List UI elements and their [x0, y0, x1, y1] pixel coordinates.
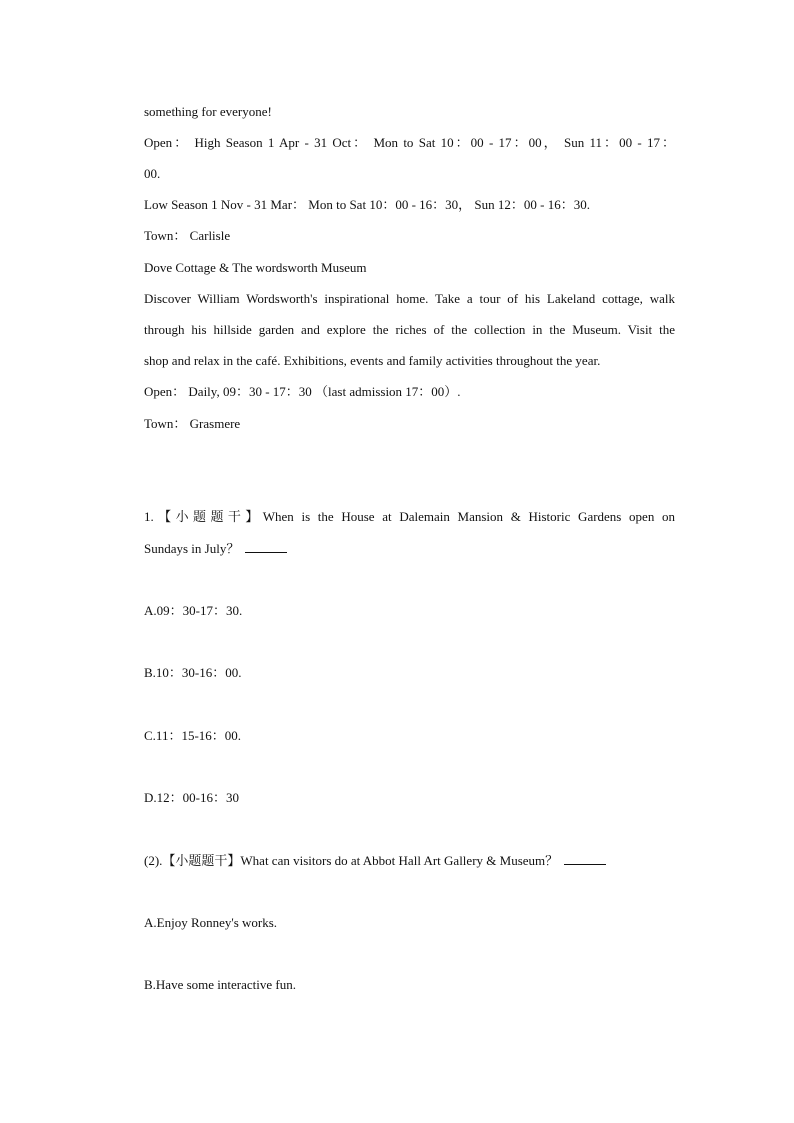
- castle-open-low-season: Low Season 1 Nov - 31 Mar： Mon to Sat 10：00 - 16：30， Sun 12：00 - 16：30.: [144, 197, 590, 212]
- question-1-answer-blank: [245, 540, 287, 553]
- question-1-stem-line-1: 1.【小题题干】When is the House at Dalemain Mansion & Historic Gardens open on: [144, 509, 675, 524]
- question-1-stem-line-2: [144, 540, 287, 557]
- question-1-option-c: C.11：15-16：00.: [144, 728, 242, 743]
- question-2-answer-blank: [564, 852, 606, 865]
- question-2-option-b: B.Have some interactive fun.: [144, 977, 296, 992]
- dove-cottage-title: Dove Cottage & The wordsworth Museum: [144, 260, 367, 275]
- question-1-option-d: D.12：00-16：30: [144, 790, 239, 805]
- dove-description-line-3: shop and relax in the café. Exhibitions, events and family activities throughout the year.: [144, 353, 601, 368]
- question-2-option-a: A.Enjoy Ronney's works.: [144, 915, 278, 930]
- castle-open-high-season-cont: 00.: [144, 166, 161, 181]
- castle-open-high-season: Open： High Season 1 Apr - 31 Oct： Mon to Sat 10：00 - 17：00， Sun 11：00 - 17：: [144, 135, 675, 150]
- dove-open-hours: Open： Daily, 09：30 - 17：30 （last admission 17：00）.: [144, 384, 461, 399]
- dove-town: Town： Grasmere: [144, 416, 241, 431]
- question-1-stem-text: Sundays in July？: [144, 541, 240, 556]
- dove-description-line-2: through his hillside garden and explore the riches of the collection in the Museum. Visit the: [144, 322, 675, 337]
- question-2-stem-text: (2).【小题题干】What can visitors do at Abbot Hall Art Gallery & Museum？: [144, 853, 559, 868]
- castle-town: Town： Carlisle: [144, 228, 231, 243]
- question-1-option-b: B.10：30-16：00.: [144, 665, 242, 680]
- dove-description-line-1: Discover William Wordsworth's inspirational home. Take a tour of his Lakeland cottage, walk: [144, 291, 675, 306]
- passage-intro-end: something for everyone!: [144, 104, 272, 119]
- question-2-stem: [144, 852, 606, 869]
- question-1-option-a: A.09：30-17：30.: [144, 603, 243, 618]
